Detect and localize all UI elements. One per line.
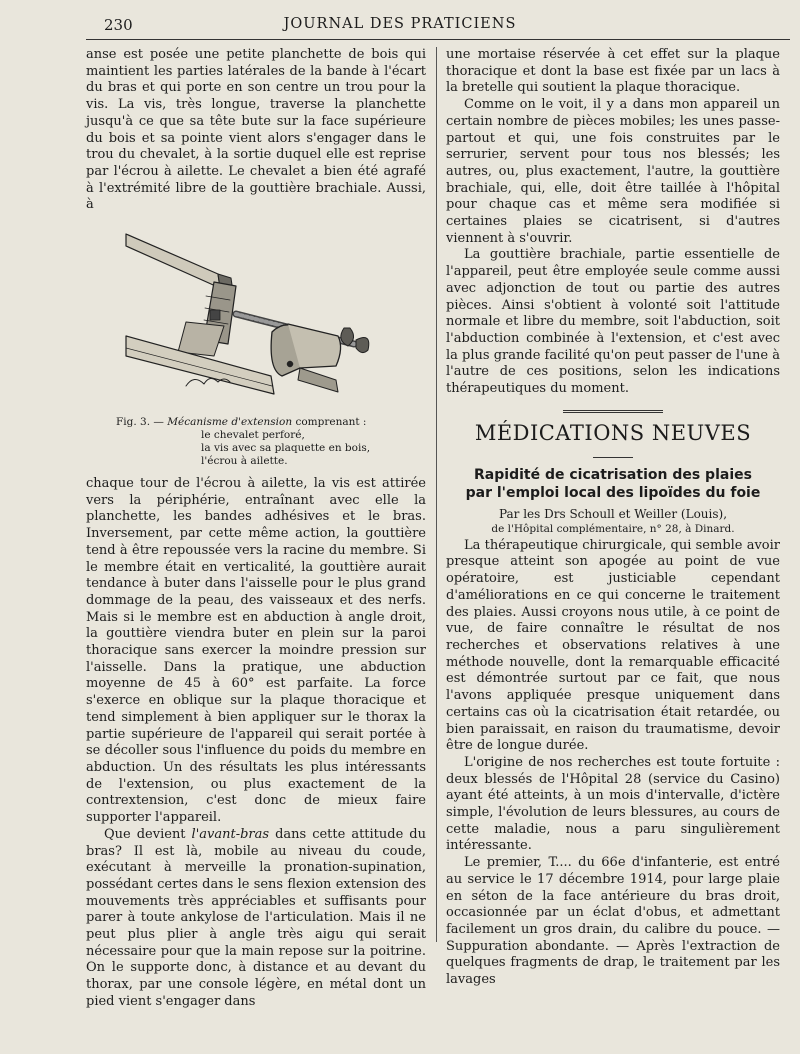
- right-paragraph-4: La thérapeutique chirurgicale, qui semble avoir presque atteint son apogée au point de vue opératoire, est justiciable cependant d'améliorations en ce qui concerne le traitement des plaies. Aussi croyons nous utile, à ce point de vue, de faire connaître le résultat de nos recherches et observations relatives à une méthode nouvelle, dont la remarquable efficacité est démontrée surtout par ce fait, que nous l'avons appliquée presque uniquement dans certains cas où la cicatrisation était retardée, ou bien paraissait, en raison du traumatisme, devoir être de longue durée.: [446, 537, 780, 754]
- caption-label: Fig. 3. —: [116, 416, 168, 429]
- left-paragraph-3-start: Que devient: [104, 826, 192, 842]
- caption-line-2: le chevalet perforé,: [201, 429, 305, 442]
- article-title-line-2: par l'emploi local des lipoïdes du foie: [465, 484, 761, 501]
- right-paragraph-1: une mortaise réservée à cet effet sur la plaque thoracique et dont la base est fixée par un lacs à la bretelle qui soutient la plaque thoracique.: [446, 47, 780, 96]
- figure-3: [86, 216, 426, 412]
- left-paragraph-3: [86, 827, 426, 1011]
- section-title: MÉDICATIONS NEUVES: [474, 420, 752, 445]
- left-paragraph-3-rest: dans cette attitude du bras? Il est là, mobile au niveau du coude, exécutant à merveille la pronation-supination, possédant certes dans le sens flexion extension des mouvements très appréciables et suffisants pour parer à toute ankylose de l'articulation. Mais il ne peut plus plier à angle très aigu qui serait nécessaire pour que la main repose sur la poitrine. On le supporte donc, à distance et au devant du thorax, par une console légère, en métal dont un pied vient s'engager dans: [86, 826, 426, 1009]
- left-column: [86, 47, 426, 1011]
- figure-caption: [86, 416, 426, 468]
- caption-title: Mécanisme d'extension: [167, 416, 293, 429]
- left-paragraph-1: anse est posée une petite planchette de bois qui maintient les parties latérales de la bande à l'écart du bras et qui porte en son centre un trou pour la vis. La vis, très longue, traverse la planchette jusqu'à ce que sa tête bute sur la face supérieure du bois et sa pointe vient alors s'engager dans le trou du chevalet, à la sortie duquel elle est reprise par l'écrou à ailette. Le chevalet a bien été agrafé à l'extrémité libre de la gouttière brachiale. Aussi, à: [86, 47, 426, 213]
- right-paragraph-3: La gouttière brachiale, partie essentielle de l'appareil, peut être employée seule comme aussi avec adjonction de tout ou partie des autres pièces. Ainsi s'obtient à volonté soit l'attitude normale et libre du membre, soit l'abduction, soit l'abduction combinée à l'extension, et c'est avec la plus grande facilité qu'on peut passer de l'une à l'autre de ces positions, selon les indications thérapeutiques du moment.: [446, 247, 780, 397]
- right-column: [446, 47, 780, 989]
- article-title-line-1: Rapidité de cicatrisation des plaies: [474, 466, 752, 483]
- caption-line-3: la vis avec sa plaquette en bois,: [201, 442, 371, 455]
- right-paragraph-5: L'origine de nos recherches est toute fortuite : deux blessés de l'Hôpital 28 (service du Casino) ayant été atteints, à un mois d'intervalle, d'ictère simple, l'évolution de leurs blessures, au cours de cette maladie, nous a paru singulièrement intéressante.: [446, 754, 780, 854]
- left-paragraph-2: chaque tour de l'écrou à ailette, la vis est attirée vers la périphérie, entraînant avec elle la planchette, les bandes adhésives et le bras. Inversement, par cette même action, la gouttière tend à être repoussée vers la racine du membre. Si le membre était en verticalité, la gouttière aurait tendance à buter dans l'aisselle pour le plus grand dommage de la peau, des vaisseaux et des nerfs. Mais si le membre est en abduction à angle droit, la gouttière viendra buter en plein sur la paroi thoracique sans exercer la moindre pression sur l'aisselle. Dans la pratique, une abduction moyenne de 45 à 60° est parfaite. La force s'exerce en oblique sur la plaque thoracique et tend simplement à bien appliquer sur le thorax la partie supérieure de l'appareil qui serait portée à se décoller sous l'influence du poids du membre en abduction. Un des résultats les plus intéressants de l'extension, ou plus exactement de la contrextension, c'est donc de mieux faire supporter l'appareil.: [86, 476, 426, 826]
- caption-line-1-rest: comprenant :: [292, 416, 367, 429]
- right-paragraph-6: Le premier, T.... du 66e d'infanterie, est entré au service le 17 décembre 1914, pour large plaie en séton de la face antérieure du bras droit, occasionnée par un éclat d'obus, et admettant facilement un gros drain, du calibre du pouce. — Suppuration abondante. — Après l'extraction de quelques fragments de drap, le traitement par les lavages: [446, 855, 780, 988]
- article-title: [446, 466, 780, 502]
- section-rule: [563, 410, 663, 413]
- article-affiliation: de l'Hôpital complémentaire, n° 28, à Dinard.: [491, 522, 735, 535]
- avant-bras-term: l'avant-bras: [191, 826, 270, 842]
- column-divider: [436, 47, 437, 942]
- journal-title: JOURNAL DES PRATICIENS: [283, 16, 517, 32]
- page-number: 230: [104, 16, 133, 34]
- right-paragraph-2: Comme on le voit, il y a dans mon appareil un certain nombre de pièces mobiles; les unes passe-partout et qui, une fois construites par le serrurier, servent pour tous nos blessés; les autres, ou, plus exactement, l'autre, la gouttière brachiale, qui, elle, doit être taillée à l'hôpital pour chaque cas et même sera modifiée si certaines plaies se cicatrisent, si d'autres viennent à s'ouvrir.: [446, 97, 780, 246]
- section-rule-wrap: [446, 410, 780, 413]
- article-authors: Par les Drs Schoull et Weiller (Louis),: [498, 506, 728, 521]
- caption-line-4: l'écrou à ailette.: [201, 455, 288, 468]
- extension-mechanism-illustration: [86, 216, 426, 412]
- page-header: [0, 14, 800, 38]
- section-short-rule: [593, 457, 633, 458]
- header-rule: [86, 39, 790, 40]
